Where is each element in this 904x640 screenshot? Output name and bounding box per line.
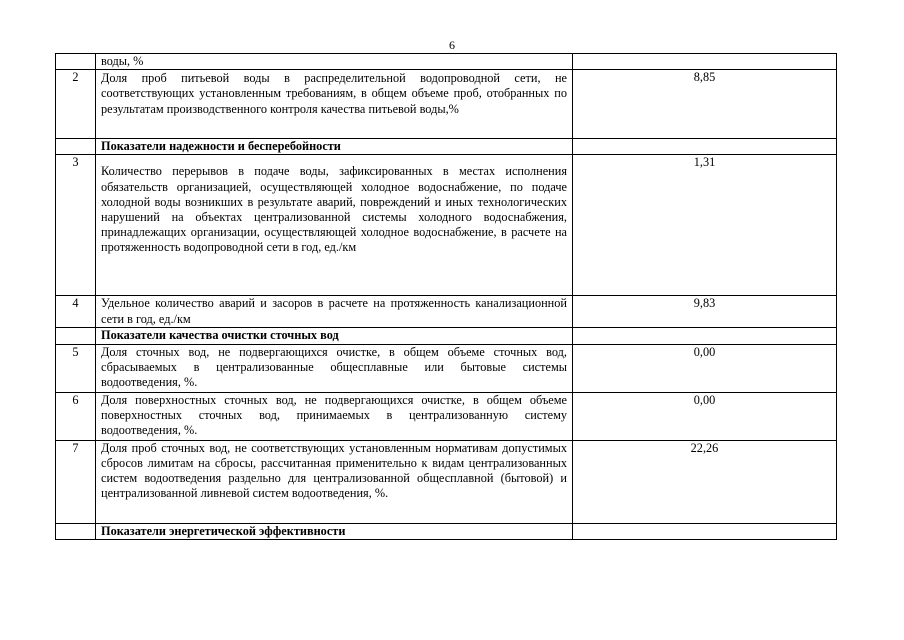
indicators-table bbox=[55, 53, 837, 540]
row-value-empty bbox=[573, 328, 837, 344]
row-number: 7 bbox=[56, 440, 96, 523]
row-number: 2 bbox=[56, 70, 96, 139]
section-title: Показатели надежности и бесперебойности bbox=[96, 139, 573, 155]
row-description: Доля проб питьевой воды в распределительной водопроводной сети, не соответствующих установленным требованиям, в общем объеме проб, отобранных по результатам производственного контроля качества питьевой воды,% bbox=[96, 70, 573, 139]
row-number-empty bbox=[56, 523, 96, 539]
row-description: Количество перерывов в подаче воды, зафиксированных в местах исполнения обязательств организацией, осуществляющей холодное водоснабжение, по подаче холодной воды возникших в результате аварий, повреждений и иных технологических нарушений на объектах централизованной системы холодного водоснабжения, принадлежащих организации, осуществляющей холодное водоснабжение, в расчете на протяженность водопроводной сети в год, ед./км bbox=[96, 155, 573, 296]
row-description: Доля поверхностных сточных вод, не подвергающихся очистке, в общем объеме поверхностных сточных вод, принимаемых в централизованную систему водоотведения, %. bbox=[96, 392, 573, 440]
table-row bbox=[56, 54, 837, 70]
row-description: Доля проб сточных вод, не соответствующих установленным нормативам допустимых сбросов лимитам на сбросы, рассчитанная применительно к видам централизованных систем водоотведения раздельно для централизованной общесплавной (бытовой) и централизованной ливневой систем водоотведения, %. bbox=[96, 440, 573, 523]
table-row bbox=[56, 155, 837, 296]
row-number-empty bbox=[56, 328, 96, 344]
row-description: воды, % bbox=[96, 54, 573, 70]
row-value-empty bbox=[573, 523, 837, 539]
row-value bbox=[573, 54, 837, 70]
page-number: 6 bbox=[449, 38, 455, 52]
row-number: 5 bbox=[56, 344, 96, 392]
table-row bbox=[56, 70, 837, 139]
table-row bbox=[56, 296, 837, 328]
row-number: 6 bbox=[56, 392, 96, 440]
row-description: Доля сточных вод, не подвергающихся очистке, в общем объеме сточных вод, сбрасываемых в централизованные общесплавные или бытовые системы водоотведения, %. bbox=[96, 344, 573, 392]
row-value: 1,31 bbox=[573, 155, 837, 296]
table-row bbox=[56, 344, 837, 392]
table-row bbox=[56, 392, 837, 440]
row-value: 0,00 bbox=[573, 344, 837, 392]
section-title: Показатели качества очистки сточных вод bbox=[96, 328, 573, 344]
section-header-row bbox=[56, 523, 837, 539]
row-number: 4 bbox=[56, 296, 96, 328]
section-title: Показатели энергетической эффективности bbox=[96, 523, 573, 539]
row-description: Удельное количество аварий и засоров в расчете на протяженность канализационной сети в год, ед./км bbox=[96, 296, 573, 328]
row-number: 3 bbox=[56, 155, 96, 296]
row-value: 0,00 bbox=[573, 392, 837, 440]
section-header-row bbox=[56, 328, 837, 344]
row-value: 22,26 bbox=[573, 440, 837, 523]
section-header-row bbox=[56, 139, 837, 155]
table-row bbox=[56, 440, 837, 523]
row-value: 8,85 bbox=[573, 70, 837, 139]
row-number bbox=[56, 54, 96, 70]
row-value: 9,83 bbox=[573, 296, 837, 328]
row-value-empty bbox=[573, 139, 837, 155]
row-number-empty bbox=[56, 139, 96, 155]
